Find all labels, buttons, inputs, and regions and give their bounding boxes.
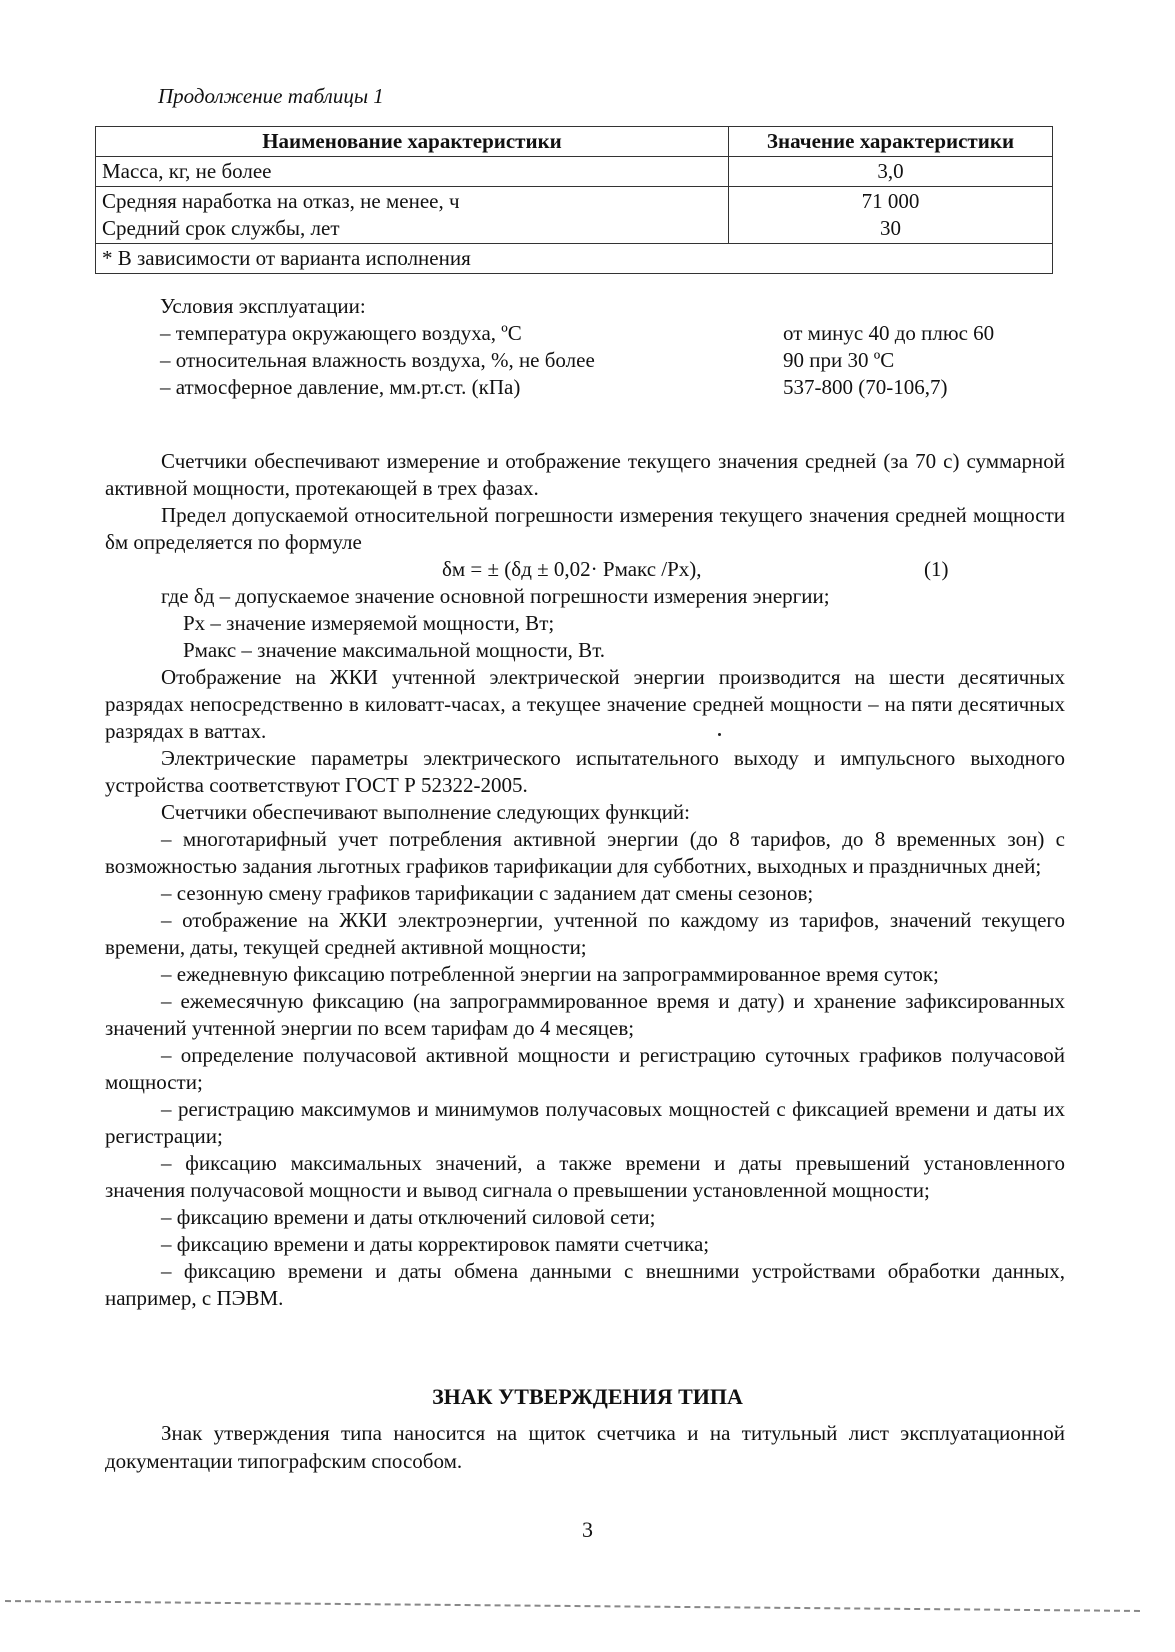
condition-value: от минус 40 до плюс 60 (783, 321, 995, 345)
cell-line: Средняя наработка на отказ, не менее, ч (102, 189, 460, 213)
paragraph: Предел допускаемой относительной погрешности измерения текущего значения средней мощности δм определяется по формуле (105, 503, 1065, 554)
paragraph: Знак утверждения типа наносится на щиток счетчика и на титульный лист эксплуатационной документации типографским способом. (105, 1421, 1065, 1473)
list-item: – определение получасовой активной мощности и регистрацию суточных графиков получасовой мощности; (105, 1043, 1065, 1094)
list-item: – ежедневную фиксацию потребленной энергии на запрограммированное время суток; (161, 962, 939, 986)
formula-where: Px – значение измеряемой мощности, Вт; (183, 611, 555, 635)
functions-list (105, 826, 1065, 1312)
list-item: – фиксацию максимальных значений, а также времени и даты превышений установленного значения получасовой мощности и вывод сигнала о превышении установленной мощности; (105, 1151, 1065, 1202)
condition-row (160, 374, 1040, 401)
list-item: – регистрацию максимумов и минимумов получасовых мощностей с фиксацией времени и даты их регистрации; (105, 1097, 1065, 1148)
cell-value (729, 187, 1053, 244)
list-item: – фиксацию времени и даты корректировок памяти счетчика; (161, 1232, 710, 1256)
formula-where: где δд – допускаемое значение основной погрешности измерения энергии; (161, 584, 830, 608)
list-item: – фиксацию времени и даты обмена данными с внешними устройствами обработки данных, например, с ПЭВМ. (105, 1259, 1065, 1310)
condition-label: – атмосферное давление, мм.рт.ст. (кПа) (160, 375, 521, 399)
table-footnote: * В зависимости от варианта исполнения (96, 244, 1053, 274)
header-value: Значение характеристики (729, 127, 1053, 157)
body-text (105, 448, 1065, 1312)
table-caption: Продолжение таблицы 1 (158, 84, 384, 108)
formula-line (105, 556, 1065, 583)
condition-value: 537-800 (70-106,7) (783, 375, 948, 399)
condition-row (160, 320, 1040, 347)
scan-speck (718, 733, 721, 736)
table-header-row (96, 127, 1053, 157)
list-item: – фиксацию времени и даты отключений силовой сети; (161, 1205, 656, 1229)
condition-value: 90 при 30 ºС (783, 348, 895, 372)
table-footnote-row (96, 244, 1053, 274)
spec-table (95, 126, 1053, 274)
scan-edge-line (5, 1600, 1140, 1612)
formula: δм = ± (δд ± 0,02· Pмакс /Px), (442, 557, 702, 581)
list-item: – многотарифный учет потребления активной энергии (до 8 тарифов, до 8 временных зон) с возможностью задания льготных графиков тарификации для субботних, выходных и праздничных дней; (105, 827, 1065, 878)
cell-line: 71 000 (861, 189, 920, 213)
operating-conditions (160, 293, 1040, 401)
list-item: – сезонную смену графиков тарификации с заданием дат смены сезонов; (161, 881, 814, 905)
cell-value: 3,0 (729, 157, 1053, 187)
formula-where: Pмакс – значение максимальной мощности, Вт. (183, 638, 606, 662)
list-item: – ежемесячную фиксацию (на запрограммированное время и дату) и хранение зафиксированных значений учтенной энергии по всем тарифам до 4 месяцев; (105, 989, 1065, 1040)
header-name: Наименование характеристики (96, 127, 729, 157)
cell-name (96, 187, 729, 244)
section-paragraph (105, 1419, 1065, 1475)
cell-name: Масса, кг, не более (96, 157, 729, 187)
section-heading: ЗНАК УТВЕРЖДЕНИЯ ТИПА (432, 1384, 743, 1409)
condition-label: – температура окружающего воздуха, ºС (160, 321, 522, 345)
table-row (96, 187, 1053, 244)
condition-label: – относительная влажность воздуха, %, не более (160, 348, 595, 372)
paragraph: Счетчики обеспечивают измерение и отображение текущего значения средней (за 70 с) суммарной активной мощности, протекающей в трех фазах. (105, 449, 1065, 500)
list-item: – отображение на ЖКИ электроэнергии, учтенной по каждому из тарифов, значений текущего времени, даты, текущей средней активной мощности; (105, 908, 1065, 959)
conditions-title: Условия эксплуатации: (160, 294, 366, 318)
cell-line: 30 (880, 216, 901, 240)
paragraph: Электрические параметры электрического испытательного выходу и импульсного выходного устройства соответствуют ГОСТ Р 52322-2005. (105, 746, 1065, 797)
paragraph: Счетчики обеспечивают выполнение следующих функций: (161, 800, 691, 824)
cell-line: Средний срок службы, лет (102, 216, 340, 240)
formula-number: (1) (924, 557, 949, 581)
condition-row (160, 347, 1040, 374)
paragraph: Отображение на ЖКИ учтенной электрической энергии производится на шести десятичных разрядах непосредственно в киловатт-часах, а текущее значение средней мощности – на пяти десятичных разрядах в ваттах. (105, 665, 1065, 743)
page-number: 3 (582, 1517, 593, 1542)
table-row (96, 157, 1053, 187)
